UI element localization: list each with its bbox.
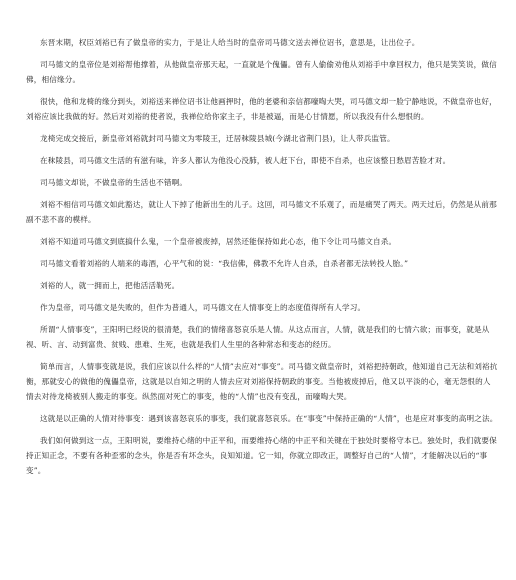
- paragraph-7: 刘裕不相信司马德文如此豁达，就让人下掉了他新出生的儿子。这回，司马德文不乐观了，而是痛哭了两天。两天过后，仍然是从前那副不悲不喜的模样。: [26, 200, 497, 224]
- paragraph-13: 简单而言，人情事变就是说，我们应该以什么样的“人情”去应对“事变”。司马德文做皇帝时，刘裕把持朝政，他知道自己无法和刘裕抗衡，那就安心的做他的傀儡皇帝，这就是以自知之明的人情去应对刘裕保持朝政的事变。当他被废掉后，他又以平淡的心，毫无怨恨的人情去对待龙椅被别人搬走的事变。纵然面对死亡的事变，他的“人情”也没有变乱，而嚎啕大哭。: [26, 362, 498, 401]
- paragraph-15: 我们如何做到这一点，王阳明说，要维持心绪的中正平和，而要维持心绪的中正平和关键在于独处时要格守本已。独处时，我们就要保持正知正念，不要有各种歪邪的念头，你是否有坏念头，良知知道。它一知，你就立即改正，调整好自己的“人情”，才能解决以后的“事变”。: [26, 436, 497, 475]
- paragraph-4: 龙椅完成交接后，新皇帝刘裕就封司马德文为零陵王，迁居秣陵县城(今湖北省荆门县)，让人带兵监管。: [40, 134, 395, 143]
- paragraph-6: 司马德文却说，不做皇帝的生活也不错啊。: [40, 178, 188, 187]
- paragraph-11: 作为皇帝，司马德文是失败的，但作为普通人，司马德文在人情事变上的态度值得所有人学习。: [40, 303, 366, 312]
- paragraph-10: 刘裕的人，就一拥而上，把他活活勒死。: [40, 281, 180, 290]
- paragraph-8: 刘裕不知道司马德文到底搞什么鬼，一个皇帝被废掉，居然还能保持如此心态，他下令让司马德文自杀。: [40, 237, 397, 246]
- paragraph-14: 这就是以正确的人情对待事变：遇到该喜怒哀乐的事变，我们就喜怒哀乐。在“事变”中保持正确的“人情”，也是应对事变的高明之法。: [40, 414, 498, 423]
- paragraph-3: 很快，他和龙椅的缘分到头，刘裕送来禅位诏书让他画押时，他的老婆和亲信都嚎啕大哭，司马德文却一脸宁静地说，不做皇帝也好，刘裕应该比我做的好。然后对刘裕的使者说，我禅位给你家主子，非是被逼，而是心甘情愿，所以我没有什么想恨的。: [26, 97, 497, 121]
- paragraph-12: 所谓“人情事变”，王阳明已经说的很清楚，我们的情绪喜怒哀乐是人情。从这点而言，人情，就是我们的七情六欲；而事变，就是从视、听、言、动到富贵、贫贱、患难、生死，也就是我们人生里的各种常态和变态的经历。: [26, 325, 490, 349]
- paragraph-1: 东晋末期，权臣刘裕已有了做皇帝的实力，于是让人给当时的皇帝司马德文送去禅位诏书，意思是，让出位子。: [40, 38, 420, 47]
- paragraph-9: 司马德文看着刘裕的人端来的毒酒，心平气和的说：“我信佛，佛教不允许人自杀，自杀者都无法转投人胎。”: [40, 259, 409, 268]
- paragraph-2: 司马德文的皇帝位是刘裕帮他撑着，从他做皇帝那天起，一直就是个傀儡。曾有人偷偷劝他从刘裕手中拿回权力，他只是笑笑说，做信佛，相信缘分。: [26, 60, 497, 84]
- paragraph-5: 在秣陵县，司马德文生活的有滋有味，许多人都认为他没心没肺，被人赶下台，即使不自杀，也应该整日愁眉苦脸才对。: [40, 156, 451, 165]
